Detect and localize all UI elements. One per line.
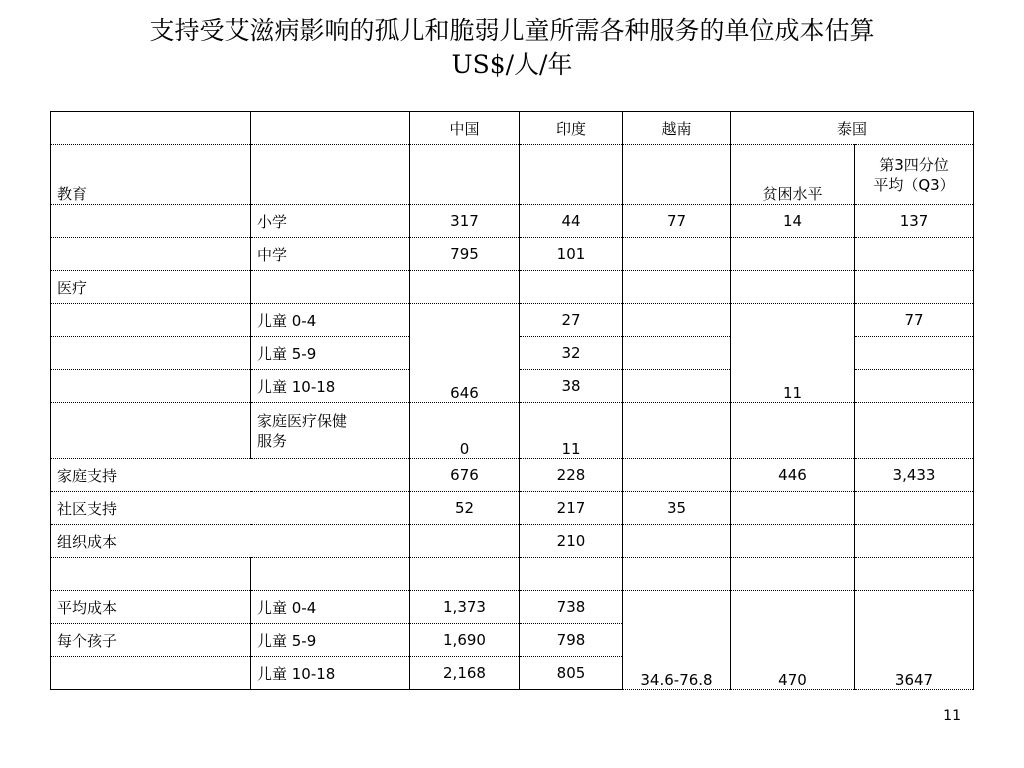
primary-china: 317 (410, 205, 520, 238)
medical-row (51, 271, 974, 304)
table-row (51, 459, 974, 492)
medical-child-0-4-india: 27 (520, 304, 623, 337)
primary-vietnam: 77 (623, 205, 731, 238)
avg-child-5-9-china: 1,690 (410, 624, 520, 657)
slide-title (0, 14, 1024, 82)
family-support-label: 家庭支持 (51, 459, 410, 492)
community-support-india: 217 (520, 492, 623, 525)
cell (731, 558, 855, 591)
title-line-1: 支持受艾滋病影响的孤儿和脆弱儿童所需各种服务的单位成本估算 (149, 16, 875, 45)
cell (623, 271, 731, 304)
community-support-china: 52 (410, 492, 520, 525)
title-line-2: US$/人/年 (451, 50, 573, 79)
cell (251, 271, 410, 304)
organization-cost-india: 210 (520, 525, 623, 558)
cell (855, 271, 974, 304)
secondary-school-label: 中学 (251, 238, 410, 271)
header-thailand: 泰国 (731, 112, 974, 145)
header-row (51, 112, 974, 145)
cell (623, 304, 731, 337)
cell (410, 145, 520, 205)
home-care-label-line1: 家庭医疗保健 (257, 411, 348, 430)
cell (855, 403, 974, 459)
home-care-label (251, 403, 410, 459)
header-q3-line2: 平均（Q3） (873, 175, 955, 194)
medical-child-0-4-q3: 77 (855, 304, 974, 337)
cell (51, 337, 251, 370)
primary-q3: 137 (855, 205, 974, 238)
cell (51, 205, 251, 238)
table-row (51, 591, 974, 624)
avg-child-0-4-india: 738 (520, 591, 623, 624)
secondary-china: 795 (410, 238, 520, 271)
cost-table (50, 111, 974, 690)
cell (731, 403, 855, 459)
home-care-india: 11 (520, 403, 623, 459)
cell (51, 657, 251, 690)
avg-child-5-9-india: 798 (520, 624, 623, 657)
cell (251, 145, 410, 205)
cell (623, 403, 731, 459)
medical-child-10-18-india: 38 (520, 370, 623, 403)
home-care-china: 0 (410, 403, 520, 459)
cell (855, 525, 974, 558)
cell (731, 492, 855, 525)
primary-poverty: 14 (731, 205, 855, 238)
cell (731, 525, 855, 558)
organization-cost-label: 组织成本 (51, 525, 410, 558)
header-vietnam: 越南 (623, 112, 731, 145)
table-row (51, 558, 974, 591)
family-support-china: 676 (410, 459, 520, 492)
avg-child-0-4-china: 1,373 (410, 591, 520, 624)
avg-child-10-18-china: 2,168 (410, 657, 520, 690)
avg-child-10-18-india: 805 (520, 657, 623, 690)
cell (251, 558, 410, 591)
primary-india: 44 (520, 205, 623, 238)
medical-poverty-merged: 11 (731, 304, 855, 403)
avg-vietnam-merged: 34.6-76.8 (623, 591, 731, 690)
cell (623, 337, 731, 370)
table-row (51, 238, 974, 271)
page-number: 11 (943, 708, 961, 724)
table-row (51, 304, 974, 337)
header-empty-1 (51, 112, 251, 145)
cell (51, 558, 251, 591)
average-cost-label: 平均成本 (51, 591, 251, 624)
cell (731, 271, 855, 304)
medical-label: 医疗 (51, 271, 251, 304)
cell (51, 238, 251, 271)
cell (410, 558, 520, 591)
average-cost-label-2: 每个孩子 (51, 624, 251, 657)
table-row (51, 525, 974, 558)
cell (623, 370, 731, 403)
avg-child-0-4-label: 儿童 0-4 (251, 591, 410, 624)
avg-poverty-merged: 470 (731, 591, 855, 690)
cell (51, 304, 251, 337)
avg-child-5-9-label: 儿童 5-9 (251, 624, 410, 657)
medical-china-merged: 646 (410, 304, 520, 403)
cell (520, 271, 623, 304)
family-support-q3: 3,433 (855, 459, 974, 492)
cell (410, 271, 520, 304)
header-china: 中国 (410, 112, 520, 145)
header-india: 印度 (520, 112, 623, 145)
medical-child-5-9-label: 儿童 5-9 (251, 337, 410, 370)
header-empty-2 (251, 112, 410, 145)
secondary-india: 101 (520, 238, 623, 271)
family-support-poverty: 446 (731, 459, 855, 492)
cell (520, 558, 623, 591)
cell (855, 492, 974, 525)
cell (520, 145, 623, 205)
table-row (51, 205, 974, 238)
table-row (51, 403, 974, 459)
cell (623, 459, 731, 492)
cell (410, 525, 520, 558)
cell (51, 370, 251, 403)
medical-child-5-9-india: 32 (520, 337, 623, 370)
cell (855, 238, 974, 271)
cell (623, 525, 731, 558)
education-row (51, 145, 974, 205)
cell (623, 145, 731, 205)
cell (51, 403, 251, 459)
table-row (51, 492, 974, 525)
cell (855, 558, 974, 591)
cell (855, 337, 974, 370)
header-poverty-level: 贫困水平 (731, 145, 855, 205)
header-q3 (855, 145, 974, 205)
education-label: 教育 (51, 145, 251, 205)
family-support-india: 228 (520, 459, 623, 492)
community-support-vietnam: 35 (623, 492, 731, 525)
cell (855, 370, 974, 403)
cell (623, 558, 731, 591)
avg-q3-merged: 3647 (855, 591, 974, 690)
cell (731, 238, 855, 271)
avg-child-10-18-label: 儿童 10-18 (251, 657, 410, 690)
community-support-label: 社区支持 (51, 492, 410, 525)
medical-child-0-4-label: 儿童 0-4 (251, 304, 410, 337)
medical-child-10-18-label: 儿童 10-18 (251, 370, 410, 403)
header-q3-line1: 第3四分位 (879, 155, 949, 174)
cell (623, 238, 731, 271)
primary-school-label: 小学 (251, 205, 410, 238)
home-care-label-line2: 服务 (257, 431, 288, 450)
